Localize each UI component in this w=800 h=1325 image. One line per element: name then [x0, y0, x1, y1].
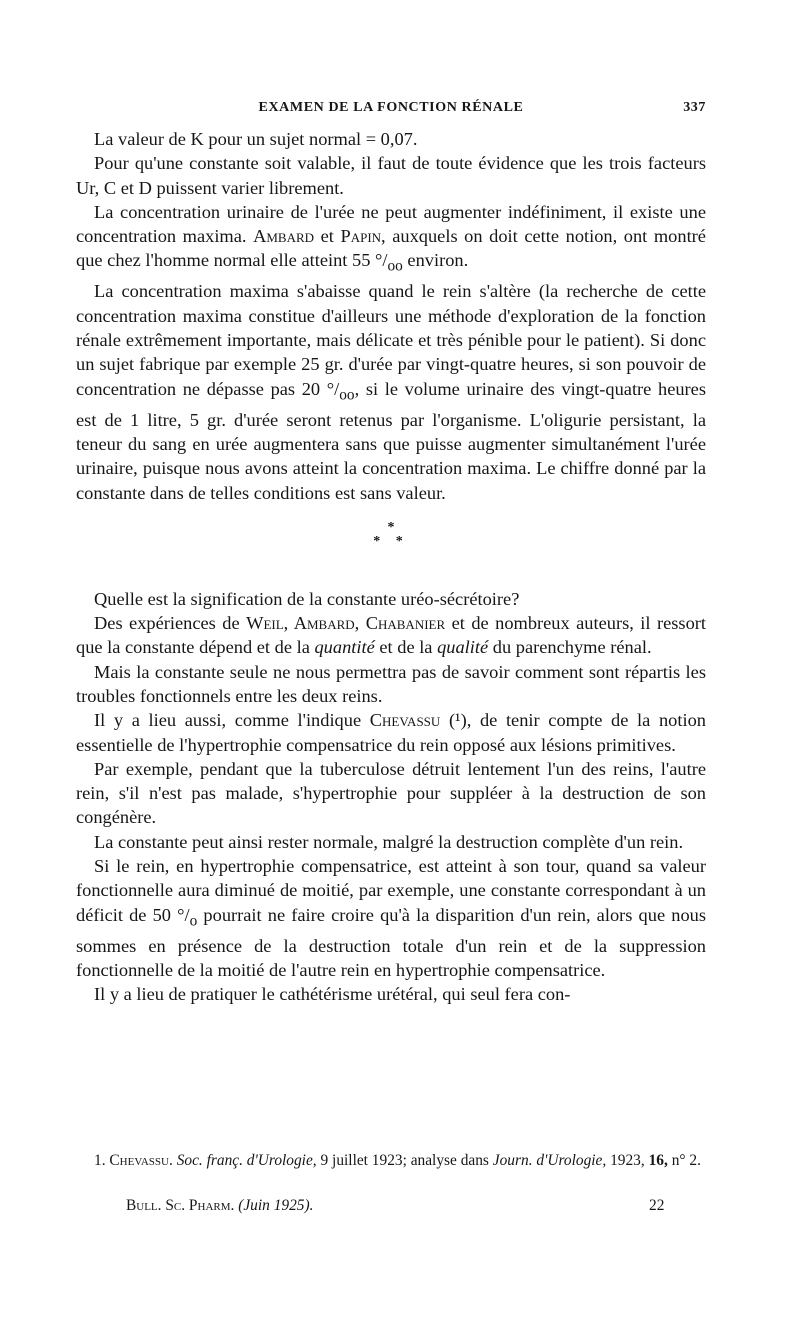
paragraph: Pour qu'une constante soit valable, il faut de toute évidence que les trois facteurs Ur, C et D puissent varier librement. [76, 153, 706, 198]
paragraph: Des expériences de Weil, Ambard, Chabanier et de nombreux auteurs, il ressort que la constante dépend et de la quantité et de la qualité du parenchyme rénal. [76, 613, 706, 658]
paragraph: La concentration urinaire de l'urée ne peut augmenter indéfiniment, il existe une concentration maxima. Ambard et Papin, auxquels on doit cette notion, ont montré que chez l'homme normal elle atteint 55 $^\circ/_{oo}$ environ. [76, 201, 706, 276]
paragraph: La constante peut ainsi rester normale, malgré la destruction complète d'un rein. [94, 831, 684, 852]
paragraph: Il y a lieu aussi, comme l'indique Chevassu (¹), de tenir compte de la notion essentielle de l'hypertrophie compensatrice du rein opposé aux lésions primitives. [76, 710, 706, 755]
author-name: Papin, [340, 226, 386, 247]
paragraph: Quelle est la signification de la constante uréo-sécrétoire? [94, 588, 520, 609]
footnote: 1. Chevassu. Soc. franç. d'Urologie, 9 juillet 1923; analyse dans Journ. d'Urologie, 1923, 16, n° 2. [94, 1152, 701, 1169]
section-asterism: * * * [373, 519, 409, 549]
author-names: Weil, Ambard, Chabanier [246, 613, 446, 634]
paragraph: Il y a lieu de pratiquer le cathétérisme urétéral, qui seul fera con- [94, 984, 571, 1005]
page-footer [76, 1197, 706, 1217]
signature-mark: 22 [649, 1197, 665, 1214]
journal-citation: Bull. Sc. Pharm. (Juin 1925). [126, 1197, 314, 1214]
footnote-reference: (¹) [448, 710, 467, 731]
paragraph: La valeur de K pour un sujet normal = 0,07. [94, 129, 418, 149]
page-number: 337 [683, 100, 706, 115]
paragraph: La concentration maxima s'abaisse quand le rein s'altère (la recherche de cette concentration maxima constitue d'ailleurs une méthode d'exploration de la fonction rénale extrêmement importante, mais délicate et très pénible pour le patient). Si donc un sujet fabrique par exemple 25 gr. d'urée par vingt-quatre heures, si son pouvoir de concentration ne dépasse pas 20 $^\circ/_{oo}$, si le volume urinaire des vingt-quatre heures est de 1 litre, 5 gr. d'urée seront retenus par l'organisme. L'oligurie persistant, la teneur du sang en urée augmentera sans que puisse augmenter simultanément l'urée urinaire, puisque nous avons atteint la concentration maxima. Le chiffre donné par la constante dans de telles conditions est sans valeur. [76, 281, 706, 503]
paragraph: Si le rein, en hypertrophie compensatrice, est atteint à son tour, quand sa valeur fonctionnelle aura diminué de moitié, par exemple, une constante correspondant à un déficit de 50 $^\circ/_o$ pourrait ne faire croire qu'à la disparition d'un rein, alors que nous sommes en présence de la destruction totale d'un rein et de la suppression fonctionnelle de la moitié de l'autre rein en hypertrophie compensatrice. [76, 856, 706, 980]
running-header [76, 100, 706, 124]
author-name: Ambard [253, 226, 315, 247]
body-text [76, 127, 706, 1007]
paragraph: Mais la constante seule ne nous permettra pas de savoir comment sont répartis les troubles fonctionnels entre les deux reins. [76, 661, 706, 706]
running-title: EXAMEN DE LA FONCTION RÉNALE [258, 100, 524, 115]
author-name: Chevassu [369, 710, 441, 731]
paragraph: Par exemple, pendant que la tuberculose détruit lentement l'un des reins, l'autre rein, s'il n'est pas malade, s'hypertrophie pour suppléer à la destruction de son congénère. [76, 758, 706, 828]
footnotes [76, 1150, 706, 1172]
